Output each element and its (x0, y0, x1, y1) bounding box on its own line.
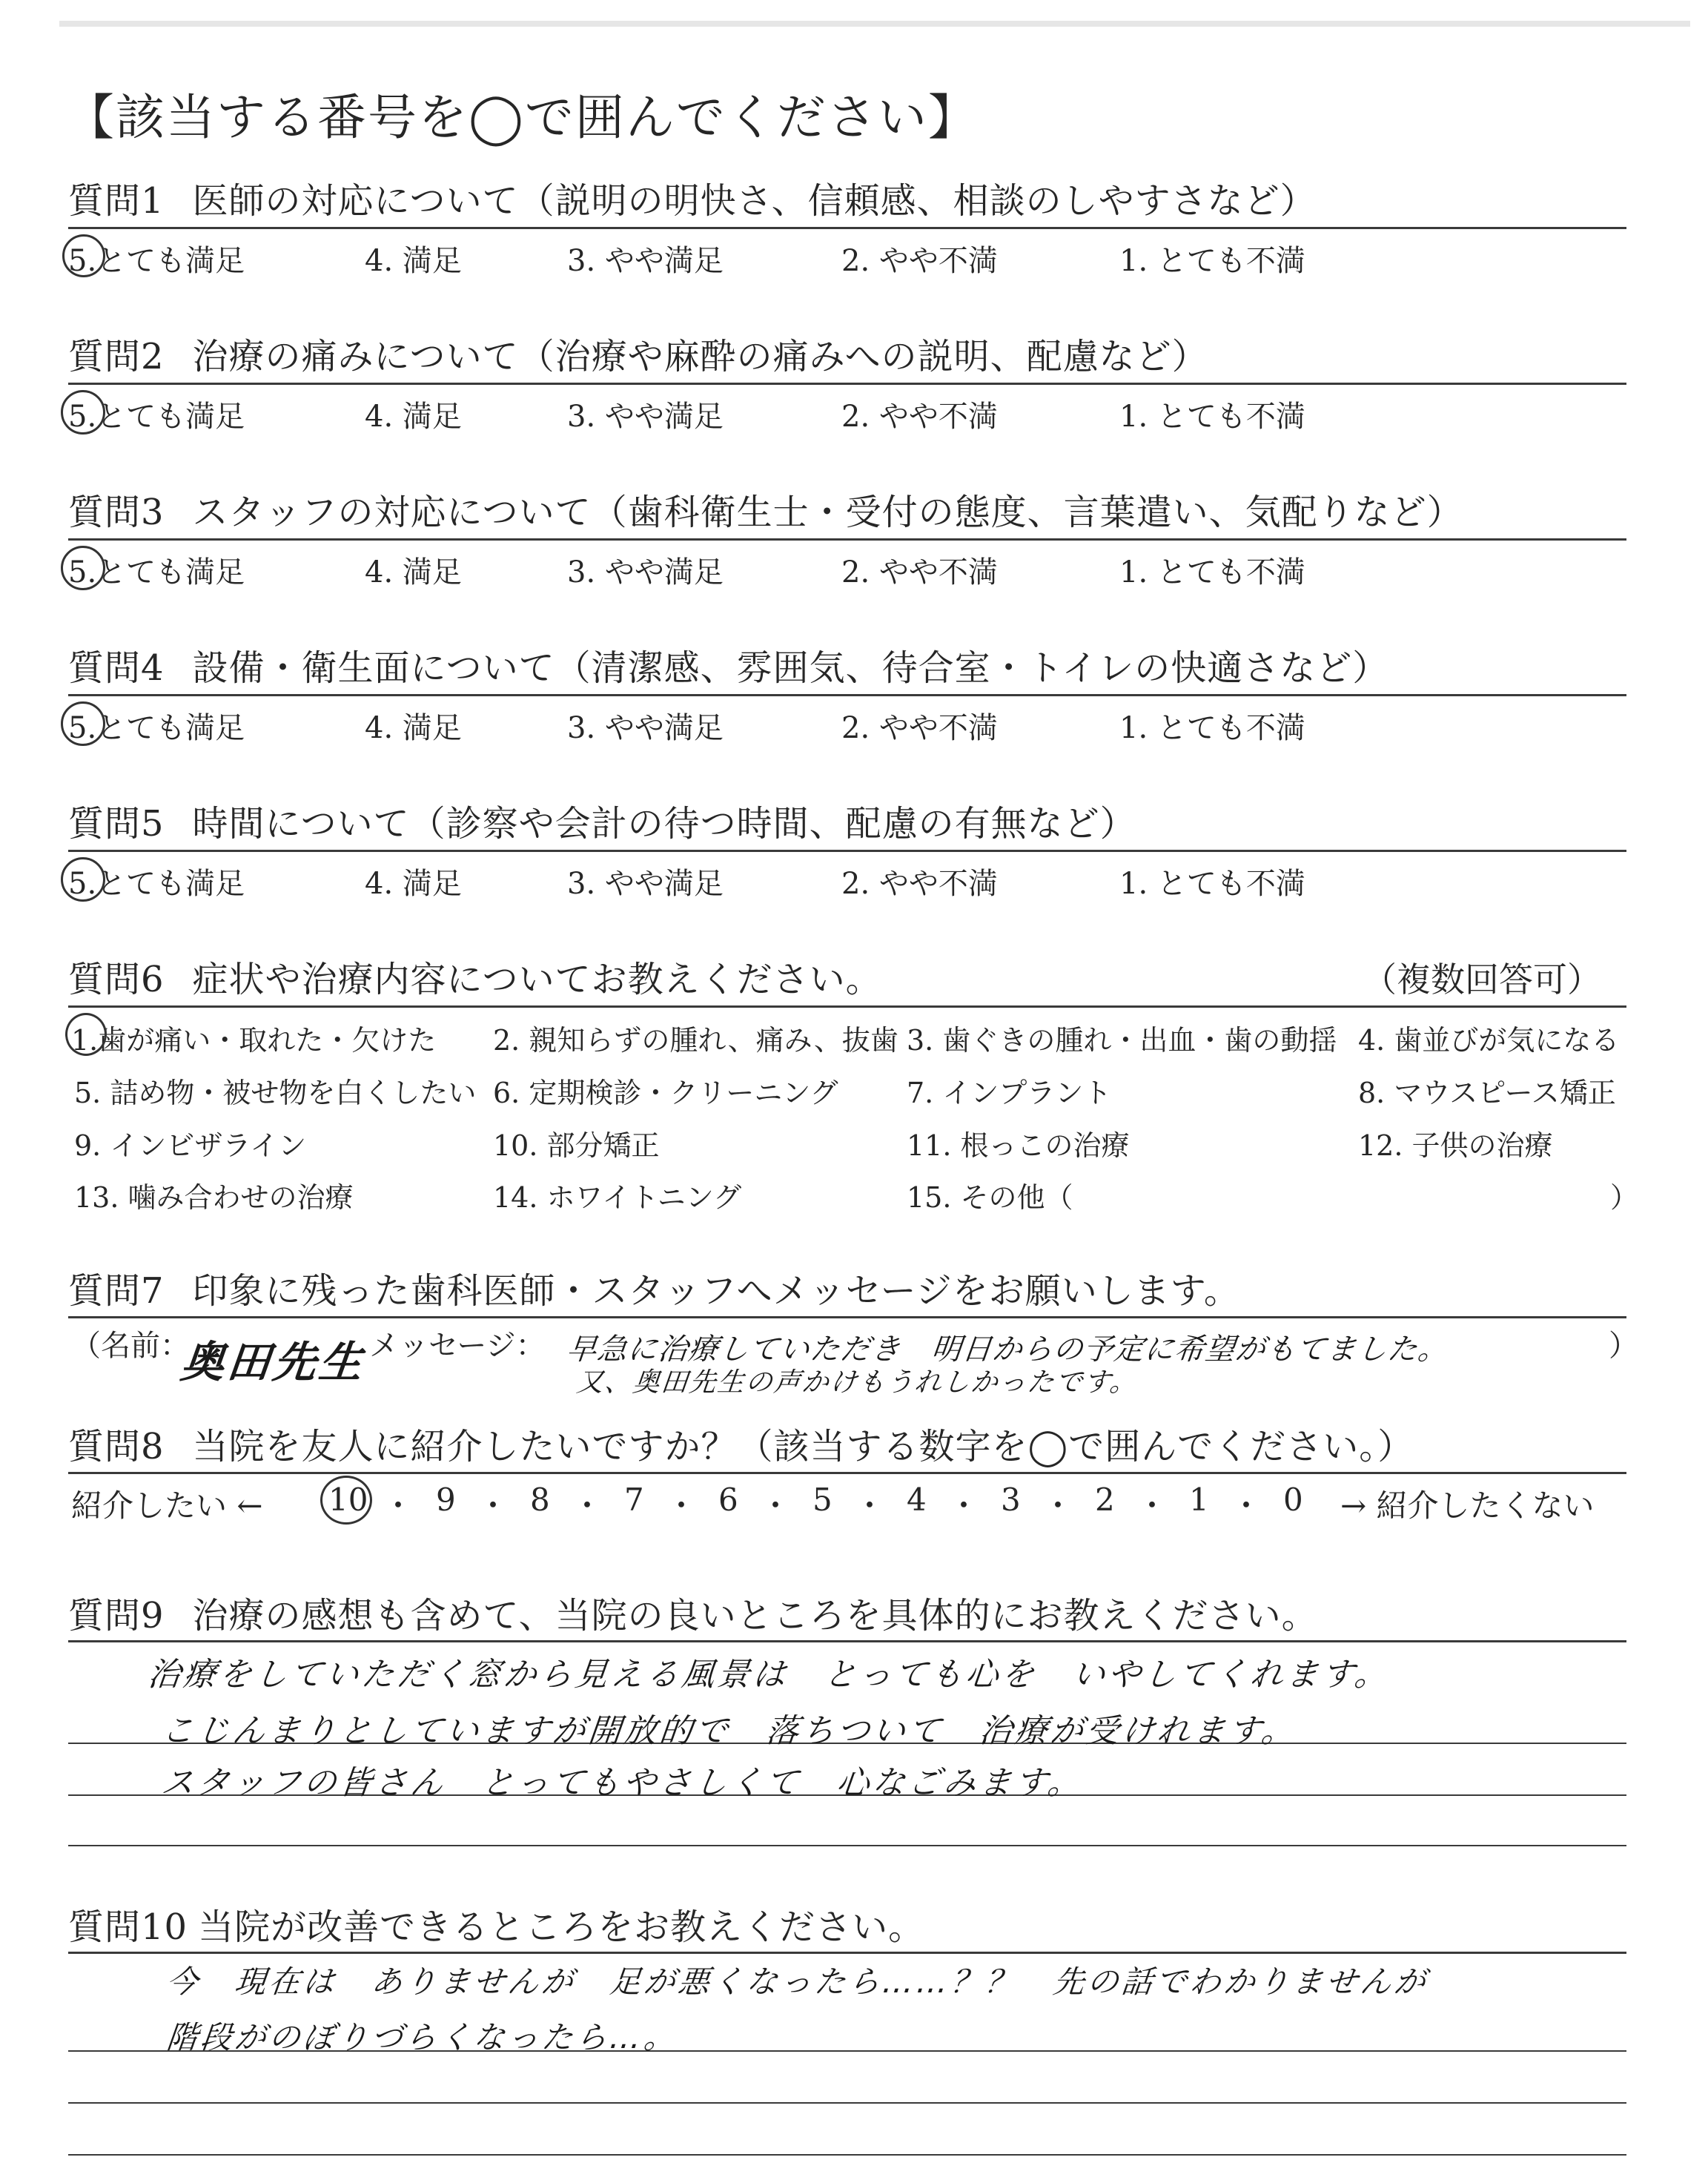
recommend-right-label: → 紹介したくない (1340, 1487, 1595, 1524)
question-10-number: 質問10 (68, 1906, 188, 1948)
question-10-text: 当院が改善できるところをお教えください。 (198, 1906, 925, 1948)
q3-answer-circle (61, 546, 105, 590)
scale-dot: ・ (1136, 1487, 1168, 1524)
q6-option-4[interactable]: 4. 歯並びが気になる (1358, 1024, 1620, 1057)
q3-option-5[interactable]: 5.とても満足 (68, 555, 245, 589)
scale-dot: ・ (854, 1487, 886, 1524)
question-2-text: 治療の痛みについて（治療や麻酔の痛みへの説明、配慮など） (192, 336, 1208, 377)
q9-line-1 (68, 1640, 1626, 1642)
question-7-text: 印象に残った歯科医師・スタッフへメッセージをお願いします。 (192, 1270, 1240, 1312)
q10-line-1 (68, 1952, 1626, 1954)
q1-option-2[interactable]: 2. やや不満 (841, 244, 998, 278)
question-4-number: 質問4 (68, 647, 165, 689)
question-1 (68, 172, 1317, 223)
multiple-answer-note: （複数回答可） (1363, 960, 1601, 1000)
question-1-number: 質問1 (68, 180, 165, 222)
question-3-text: スタッフの対応について（歯科衛生士・受付の態度、言葉遣い、気配りなど） (192, 492, 1463, 533)
q6-option-7[interactable]: 7. インプラント (907, 1077, 1112, 1109)
q4-answer-circle (61, 701, 105, 746)
scale-8[interactable]: 8 (530, 1482, 550, 1518)
message-close-paren: ） (1609, 1329, 1638, 1363)
q2-option-5[interactable]: 5.とても満足 (68, 400, 245, 434)
scale-dot: ・ (383, 1487, 414, 1524)
q8-answer-circle (320, 1476, 372, 1525)
q6-option-9[interactable]: 9. インビザライン (74, 1129, 307, 1162)
scan-edge (59, 21, 1690, 27)
question-9-text: 治療の感想も含めて、当院の良いところを具体的にお教えください。 (192, 1595, 1318, 1636)
question-8 (68, 1418, 1414, 1469)
q3-option-2[interactable]: 2. やや不満 (841, 555, 998, 589)
q2-option-2[interactable]: 2. やや不満 (841, 400, 998, 434)
q1-option-1[interactable]: 1. とても不満 (1119, 244, 1305, 278)
q2-option-4[interactable]: 4. 満足 (365, 400, 462, 434)
question-4-rule (68, 694, 1626, 696)
question-2-rule (68, 383, 1626, 385)
question-1-text: 医師の対応について（説明の明快さ、信頼感、相談のしやすさなど） (192, 180, 1317, 222)
scale-10[interactable]: 10 (328, 1482, 368, 1518)
q10-answer-line-1: 今 現在は ありませんが 足が悪くなったら……？？ 先の話でわかりませんが (165, 1964, 1431, 2000)
q9-line-4 (68, 1845, 1626, 1846)
scale-dot: ・ (1231, 1487, 1262, 1524)
q10-answer-line-2: 階段がのぼりづらくなったら…。 (165, 2019, 681, 2055)
question-5-text: 時間について（診察や会計の待つ時間、配慮の有無など） (192, 803, 1136, 845)
q4-option-5[interactable]: 5.とても満足 (68, 711, 245, 745)
q6-option-12[interactable]: 12. 子供の治療 (1358, 1129, 1553, 1162)
question-7-rule (68, 1316, 1626, 1318)
message-label: メッセージ： (369, 1329, 546, 1363)
q6-option-3[interactable]: 3. 歯ぐきの腫れ・出血・歯の動揺 (907, 1024, 1337, 1057)
q1-option-3[interactable]: 3. やや満足 (567, 244, 724, 278)
scale-6[interactable]: 6 (718, 1482, 738, 1518)
q2-option-1[interactable]: 1. とても不満 (1119, 400, 1305, 434)
message-line-1: 早急に治療していただき 明日からの予定に希望がもてました。 (565, 1332, 1451, 1367)
q3-option-3[interactable]: 3. やや満足 (567, 555, 724, 589)
question-8-text: 当院を友人に紹介したいですか？（該当する数字を◯で囲んでください。） (192, 1426, 1414, 1467)
message-line-2: 又、奥田先生の声かけもうれしかったです。 (575, 1367, 1139, 1398)
scale-dot: ・ (1042, 1487, 1074, 1524)
q3-option-4[interactable]: 4. 満足 (365, 555, 462, 589)
q6-answer-circle (65, 1013, 107, 1056)
question-6-text: 症状や治療内容についてお教えください。 (192, 959, 882, 1000)
q4-option-2[interactable]: 2. やや不満 (841, 711, 998, 745)
q6-option-1[interactable]: 1.歯が痛い・取れた・欠けた (71, 1024, 437, 1057)
question-9-number: 質問9 (68, 1595, 165, 1636)
question-4-text: 設備・衛生面について（清潔感、雰囲気、待合室・トイレの快適さなど） (192, 647, 1389, 689)
question-6-number: 質問6 (68, 959, 165, 1000)
q6-option-5[interactable]: 5. 詰め物・被せ物を白くしたい (74, 1077, 477, 1109)
q5-option-3[interactable]: 3. やや満足 (567, 867, 724, 901)
question-4 (68, 639, 1388, 690)
q9-answer-line-1: 治療をしていただく窓から見える風景は とっても心を いやしてくれます。 (145, 1656, 1392, 1694)
q6-other-close-paren: ） (1610, 1181, 1639, 1214)
q9-answer-line-3: スタッフの皆さん とってもやさしくて 心なごみます。 (159, 1764, 1085, 1802)
question-5-rule (68, 850, 1626, 852)
scale-dot: ・ (948, 1487, 980, 1524)
q9-answer-line-2: こじんまりとしていますが開放的で 落ちついて 治療が受けれます。 (159, 1712, 1300, 1750)
question-7-number: 質問7 (68, 1270, 165, 1312)
scale-0[interactable]: 0 (1283, 1482, 1303, 1518)
scale-dot: ・ (666, 1487, 698, 1524)
page-heading: 【該当する番号を◯で囲んでください】 (65, 89, 979, 146)
question-2-number: 質問2 (68, 336, 165, 377)
q6-option-8[interactable]: 8. マウスピース矯正 (1358, 1077, 1616, 1109)
q6-option-10[interactable]: 10. 部分矯正 (493, 1129, 660, 1162)
question-9 (68, 1587, 1318, 1638)
question-6-rule (68, 1005, 1626, 1008)
q5-option-2[interactable]: 2. やや不満 (841, 867, 998, 901)
question-5 (68, 795, 1136, 846)
question-8-rule (68, 1472, 1626, 1474)
scale-9[interactable]: 9 (436, 1482, 456, 1518)
q5-option-5[interactable]: 5.とても満足 (68, 867, 245, 901)
question-5-number: 質問5 (68, 803, 165, 845)
q4-option-3[interactable]: 3. やや満足 (567, 711, 724, 745)
q5-option-4[interactable]: 4. 満足 (365, 867, 462, 901)
q5-option-1[interactable]: 1. とても不満 (1119, 867, 1305, 901)
question-3 (68, 483, 1463, 535)
q1-option-5[interactable]: 5.とても満足 (68, 244, 245, 278)
q6-option-2[interactable]: 2. 親知らずの腫れ、痛み、抜歯 (493, 1024, 898, 1057)
scale-5[interactable]: 5 (812, 1482, 833, 1518)
q4-option-4[interactable]: 4. 満足 (365, 711, 462, 745)
q6-option-14[interactable]: 14. ホワイトニング (493, 1181, 742, 1214)
scale-7[interactable]: 7 (624, 1482, 644, 1518)
scale-dot: ・ (477, 1487, 509, 1524)
question-8-number: 質問8 (68, 1426, 165, 1467)
q6-option-6[interactable]: 6. 定期検診・クリーニング (493, 1077, 838, 1109)
q6-option-13[interactable]: 13. 噛み合わせの治療 (74, 1181, 354, 1214)
scale-1[interactable]: 1 (1189, 1482, 1209, 1518)
scale-dot: ・ (572, 1487, 603, 1524)
doctor-name-handwritten: 奥田先生 (178, 1337, 368, 1387)
question-2 (68, 328, 1208, 379)
scale-3[interactable]: 3 (1001, 1482, 1021, 1518)
question-1-rule (68, 227, 1626, 229)
q5-answer-circle (61, 857, 105, 902)
q3-option-1[interactable]: 1. とても不満 (1119, 555, 1305, 589)
q2-option-3[interactable]: 3. やや満足 (567, 400, 724, 434)
question-7 (68, 1262, 1240, 1313)
q2-answer-circle (61, 390, 105, 435)
q10-line-4 (68, 2154, 1626, 2156)
scale-4[interactable]: 4 (907, 1482, 927, 1518)
question-3-number: 質問3 (68, 492, 165, 533)
question-6 (68, 951, 882, 1002)
q6-option-15[interactable]: 15. その他（ (907, 1181, 1073, 1214)
scale-dot: ・ (760, 1487, 792, 1524)
q1-option-4[interactable]: 4. 満足 (365, 244, 462, 278)
q10-line-3 (68, 2102, 1626, 2104)
recommend-left-label: 紹介したい ← (71, 1487, 263, 1524)
q4-option-1[interactable]: 1. とても不満 (1119, 711, 1305, 745)
question-3-rule (68, 538, 1626, 541)
name-label: （名前： (71, 1329, 190, 1363)
q6-option-11[interactable]: 11. 根っこの治療 (907, 1129, 1130, 1162)
scale-2[interactable]: 2 (1095, 1482, 1115, 1518)
question-10 (68, 1898, 924, 1949)
q1-answer-circle (62, 234, 105, 277)
